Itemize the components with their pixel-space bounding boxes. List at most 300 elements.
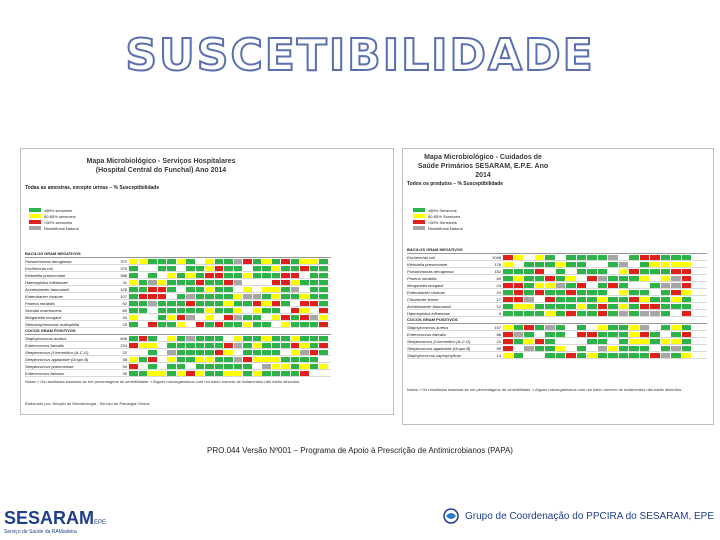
- susceptibility-cell: [234, 287, 244, 292]
- susceptibility-cell: [234, 259, 244, 264]
- susceptibility-cell: [177, 259, 187, 264]
- susceptibility-cell: [661, 353, 672, 358]
- susceptibility-cell: [524, 353, 535, 358]
- susceptibility-cell: [619, 346, 630, 351]
- susceptibility-cell: [224, 364, 234, 369]
- susceptibility-cell: [310, 280, 320, 285]
- organism-name: Streptococcus β-hemolítico (A-C-G): [25, 349, 89, 355]
- antibiotic-column-header: [690, 189, 701, 243]
- susceptibility-cell: [291, 259, 301, 264]
- primary-care-legend: [413, 207, 463, 231]
- susceptibility-cell: [177, 350, 187, 355]
- susceptibility-cell: [196, 315, 206, 320]
- susceptibility-cell: [300, 308, 310, 313]
- susceptibility-cell: [566, 297, 577, 302]
- susceptibility-cell: [253, 343, 263, 348]
- ppcira-group-credit: [443, 508, 714, 524]
- susceptibility-cell: [619, 297, 630, 302]
- susceptibility-cell: [177, 315, 187, 320]
- organism-name: Acinetobacter baumannii: [25, 286, 70, 292]
- susceptibility-cell: [196, 364, 206, 369]
- susceptibility-cell: [319, 280, 329, 285]
- susceptibility-cell: [272, 301, 282, 306]
- susceptibility-cell: [177, 371, 187, 376]
- susceptibility-cell: [281, 315, 291, 320]
- susceptibility-cell: [629, 283, 640, 288]
- susceptibility-cell: [139, 315, 149, 320]
- susceptibility-cell: [262, 350, 272, 355]
- susceptibility-cell: [205, 266, 215, 271]
- legend-swatch: [413, 220, 425, 224]
- susceptibility-cell: [640, 283, 651, 288]
- susceptibility-cell: [556, 297, 567, 302]
- susceptibility-cell: [598, 346, 609, 351]
- susceptibility-cell: [253, 294, 263, 299]
- susceptibility-cell: [186, 259, 196, 264]
- susceptibility-cell: [319, 350, 329, 355]
- susceptibility-cell: [129, 301, 139, 306]
- susceptibility-cell: [167, 273, 177, 278]
- susceptibility-cell: [319, 301, 329, 306]
- legend-label: <50% sensíveis: [44, 219, 73, 225]
- susceptibility-cell: [629, 325, 640, 330]
- organism-row: [407, 296, 707, 303]
- susceptibility-cell: [503, 332, 514, 337]
- susceptibility-cell: [224, 301, 234, 306]
- susceptibility-cell: [262, 259, 272, 264]
- susceptibility-cell: [524, 290, 535, 295]
- susceptibility-cell: [234, 364, 244, 369]
- susceptibility-cell: [524, 339, 535, 344]
- susceptibility-cell: [566, 290, 577, 295]
- susceptibility-cell: [196, 273, 206, 278]
- susceptibility-cell: [205, 322, 215, 327]
- susceptibility-cell: [629, 297, 640, 302]
- susceptibility-cell: [535, 346, 546, 351]
- susceptibility-cell: [587, 311, 598, 316]
- susceptibility-cell: [640, 332, 651, 337]
- susceptibility-cell: [167, 322, 177, 327]
- susceptibility-cell: [262, 336, 272, 341]
- susceptibility-cell: [650, 311, 661, 316]
- susceptibility-cell: [640, 255, 651, 260]
- organism-row: [25, 279, 331, 286]
- susceptibility-cell: [215, 266, 225, 271]
- susceptibility-cell: [262, 371, 272, 376]
- susceptibility-cell: [682, 276, 693, 281]
- susceptibility-cell: [556, 353, 567, 358]
- susceptibility-cell: [682, 297, 693, 302]
- susceptibility-cell: [291, 357, 301, 362]
- susceptibility-cell: [535, 297, 546, 302]
- susceptibility-cell: [661, 276, 672, 281]
- susceptibility-cell: [524, 276, 535, 281]
- susceptibility-cell: [148, 273, 158, 278]
- susceptibility-cell: [262, 308, 272, 313]
- organism-row: [407, 289, 707, 296]
- organism-name: Pseudomonas aeruginosa: [25, 258, 72, 264]
- susceptibility-cell: [300, 371, 310, 376]
- susceptibility-cell: [196, 343, 206, 348]
- susceptibility-cell: [535, 290, 546, 295]
- susceptibility-cell: [253, 280, 263, 285]
- susceptibility-cell: [556, 339, 567, 344]
- susceptibility-cell: [186, 336, 196, 341]
- susceptibility-cell: [167, 280, 177, 285]
- susceptibility-cell: [566, 276, 577, 281]
- isolate-count: 375: [120, 265, 127, 271]
- susceptibility-cell: [598, 269, 609, 274]
- susceptibility-cell: [650, 283, 661, 288]
- susceptibility-cell: [545, 339, 556, 344]
- susceptibility-cell: [177, 273, 187, 278]
- organism-name: Escherichia coli: [25, 265, 53, 271]
- susceptibility-cell: [167, 350, 177, 355]
- susceptibility-cell: [319, 336, 329, 341]
- antibiotic-column-header: [569, 189, 580, 243]
- susceptibility-cell: [608, 304, 619, 309]
- antibiotic-column-header: [302, 193, 312, 247]
- susceptibility-cell: [566, 325, 577, 330]
- susceptibility-cell: [186, 371, 196, 376]
- susceptibility-cell: [205, 287, 215, 292]
- susceptibility-cell: [566, 346, 577, 351]
- susceptibility-cell: [545, 255, 556, 260]
- susceptibility-cell: [682, 346, 693, 351]
- susceptibility-cell: [319, 294, 329, 299]
- antibiotic-column-header: [245, 193, 255, 247]
- susceptibility-cell: [566, 283, 577, 288]
- susceptibility-cell: [319, 287, 329, 292]
- susceptibility-cell: [224, 280, 234, 285]
- susceptibility-cell: [205, 350, 215, 355]
- susceptibility-cell: [640, 346, 651, 351]
- susceptibility-cell: [253, 315, 263, 320]
- susceptibility-cell: [524, 297, 535, 302]
- susceptibility-cell: [319, 266, 329, 271]
- susceptibility-cell: [234, 273, 244, 278]
- susceptibility-cell: [148, 315, 158, 320]
- grid-section-header: COCOS GRAM POSITIVOS: [25, 328, 331, 335]
- susceptibility-cell: [514, 346, 525, 351]
- susceptibility-cell: [619, 269, 630, 274]
- susceptibility-cell: [514, 262, 525, 267]
- susceptibility-cell: [129, 322, 139, 327]
- susceptibility-cell: [167, 266, 177, 271]
- hospital-legend: [29, 207, 79, 231]
- susceptibility-cell: [319, 315, 329, 320]
- susceptibility-cell: [556, 269, 567, 274]
- susceptibility-cell: [524, 325, 535, 330]
- susceptibility-cell: [598, 283, 609, 288]
- susceptibility-cell: [167, 308, 177, 313]
- logo-suffix: EPE: [94, 520, 107, 526]
- organism-name: Pseudomonas aeruginosa: [407, 268, 454, 274]
- susceptibility-cell: [281, 371, 291, 376]
- organism-row: [25, 265, 331, 272]
- susceptibility-cell: [177, 280, 187, 285]
- susceptibility-cell: [129, 287, 139, 292]
- susceptibility-cell: [661, 332, 672, 337]
- susceptibility-cell: [291, 280, 301, 285]
- susceptibility-cell: [224, 315, 234, 320]
- isolate-count: 17: [496, 296, 501, 302]
- susceptibility-cell: [310, 308, 320, 313]
- susceptibility-cell: [598, 332, 609, 337]
- susceptibility-cell: [650, 325, 661, 330]
- susceptibility-cell: [234, 301, 244, 306]
- susceptibility-cell: [148, 301, 158, 306]
- susceptibility-cell: [535, 353, 546, 358]
- susceptibility-cell: [262, 343, 272, 348]
- susceptibility-cell: [503, 290, 514, 295]
- susceptibility-cell: [608, 311, 619, 316]
- susceptibility-cell: [587, 339, 598, 344]
- susceptibility-cell: [205, 336, 215, 341]
- susceptibility-cell: [535, 304, 546, 309]
- susceptibility-cell: [608, 325, 619, 330]
- susceptibility-cell: [608, 297, 619, 302]
- susceptibility-cell: [310, 266, 320, 271]
- isolate-count: 372: [120, 258, 127, 264]
- susceptibility-cell: [129, 350, 139, 355]
- susceptibility-cell: [205, 315, 215, 320]
- logo-name: SESARAM: [4, 508, 95, 528]
- susceptibility-cell: [186, 343, 196, 348]
- susceptibility-cell: [139, 308, 149, 313]
- organism-name: Serratia marcescens: [25, 307, 62, 313]
- susceptibility-cell: [148, 336, 158, 341]
- susceptibility-cell: [291, 343, 301, 348]
- susceptibility-cell: [556, 325, 567, 330]
- susceptibility-cell: [148, 259, 158, 264]
- susceptibility-cell: [671, 283, 682, 288]
- susceptibility-cell: [186, 315, 196, 320]
- susceptibility-cell: [587, 346, 598, 351]
- susceptibility-cell: [196, 259, 206, 264]
- susceptibility-cell: [129, 308, 139, 313]
- susceptibility-cell: [514, 339, 525, 344]
- susceptibility-cell: [619, 255, 630, 260]
- susceptibility-cell: [682, 304, 693, 309]
- susceptibility-cell: [682, 262, 693, 267]
- susceptibility-cell: [650, 353, 661, 358]
- susceptibility-cell: [556, 290, 567, 295]
- susceptibility-cell: [224, 357, 234, 362]
- susceptibility-cell: [650, 297, 661, 302]
- susceptibility-cell: [262, 322, 272, 327]
- susceptibility-cell: [272, 308, 282, 313]
- organism-row: [25, 314, 331, 321]
- susceptibility-cell: [300, 273, 310, 278]
- susceptibility-cell: [319, 364, 329, 369]
- isolate-count: 92: [122, 300, 127, 306]
- susceptibility-cell: [319, 273, 329, 278]
- susceptibility-cell: [619, 311, 630, 316]
- susceptibility-cell: [281, 343, 291, 348]
- susceptibility-cell: [503, 353, 514, 358]
- legend-label: 50-85% sensíveis: [44, 213, 76, 219]
- susceptibility-cell: [629, 255, 640, 260]
- organism-row: [25, 300, 331, 307]
- susceptibility-cell: [243, 336, 253, 341]
- susceptibility-cell: [205, 301, 215, 306]
- susceptibility-cell: [158, 357, 168, 362]
- organism-row: [25, 286, 331, 293]
- antibiotic-column-header: [150, 193, 160, 247]
- antibiotic-column-header: [558, 189, 569, 243]
- isolate-count: 157: [494, 324, 501, 330]
- susceptibility-cell: [158, 364, 168, 369]
- susceptibility-cell: [196, 336, 206, 341]
- susceptibility-cell: [234, 343, 244, 348]
- legend-swatch: [29, 208, 41, 212]
- susceptibility-cell: [535, 255, 546, 260]
- susceptibility-cell: [281, 336, 291, 341]
- susceptibility-cell: [167, 364, 177, 369]
- susceptibility-cell: [503, 346, 514, 351]
- susceptibility-cell: [640, 325, 651, 330]
- isolate-count: 12: [496, 303, 501, 309]
- isolate-count: 68: [496, 331, 501, 337]
- susceptibility-cell: [129, 273, 139, 278]
- susceptibility-cell: [158, 266, 168, 271]
- susceptibility-cell: [556, 255, 567, 260]
- susceptibility-cell: [291, 301, 301, 306]
- susceptibility-cell: [682, 283, 693, 288]
- organism-row: [25, 293, 331, 300]
- susceptibility-cell: [253, 371, 263, 376]
- susceptibility-cell: [148, 371, 158, 376]
- susceptibility-cell: [503, 283, 514, 288]
- susceptibility-cell: [215, 350, 225, 355]
- susceptibility-cell: [196, 350, 206, 355]
- susceptibility-cell: [545, 290, 556, 295]
- susceptibility-cell: [186, 294, 196, 299]
- footer-document-reference: PRO.044 Versão Nº001 – Programa de Apoio à Prescrição de Antimicrobianos (PAPA): [207, 446, 513, 455]
- susceptibility-cell: [661, 255, 672, 260]
- susceptibility-cell: [661, 297, 672, 302]
- susceptibility-cell: [545, 325, 556, 330]
- susceptibility-cell: [619, 332, 630, 337]
- organism-row: [407, 261, 707, 268]
- antibiotic-column-header: [226, 193, 236, 247]
- susceptibility-cell: [577, 262, 588, 267]
- susceptibility-cell: [139, 322, 149, 327]
- susceptibility-cell: [253, 336, 263, 341]
- organism-row: [407, 303, 707, 310]
- isolate-count: 176: [494, 261, 501, 267]
- susceptibility-cell: [139, 343, 149, 348]
- isolate-count: 107: [120, 293, 127, 299]
- susceptibility-cell: [291, 266, 301, 271]
- hospital-map-title: Mapa Microbiológico - Serviços Hospitalares (Hospital Central do Funchal) Ano 2014: [86, 158, 236, 174]
- organism-name: Citrobacter koseri: [407, 296, 439, 302]
- susceptibility-cell: [186, 308, 196, 313]
- organism-name: Escherichia coli: [407, 254, 435, 260]
- susceptibility-cell: [608, 255, 619, 260]
- susceptibility-cell: [556, 283, 567, 288]
- susceptibility-cell: [167, 294, 177, 299]
- susceptibility-cell: [503, 304, 514, 309]
- susceptibility-cell: [524, 269, 535, 274]
- susceptibility-cell: [167, 259, 177, 264]
- susceptibility-cell: [577, 346, 588, 351]
- susceptibility-cell: [524, 262, 535, 267]
- susceptibility-cell: [253, 273, 263, 278]
- susceptibility-cell: [310, 343, 320, 348]
- susceptibility-cell: [310, 301, 320, 306]
- susceptibility-cell: [158, 308, 168, 313]
- legend-swatch: [413, 226, 425, 230]
- susceptibility-cell: [619, 276, 630, 281]
- susceptibility-cell: [234, 322, 244, 327]
- susceptibility-cell: [640, 276, 651, 281]
- susceptibility-cell: [291, 350, 301, 355]
- susceptibility-cell: [224, 371, 234, 376]
- susceptibility-cell: [310, 287, 320, 292]
- organism-row: [407, 275, 707, 282]
- susceptibility-cell: [566, 339, 577, 344]
- susceptibility-cell: [281, 322, 291, 327]
- susceptibility-cell: [205, 259, 215, 264]
- susceptibility-cell: [545, 269, 556, 274]
- susceptibility-cell: [139, 364, 149, 369]
- susceptibility-cell: [281, 259, 291, 264]
- susceptibility-cell: [503, 311, 514, 316]
- susceptibility-cell: [215, 273, 225, 278]
- antibiotic-column-header: [160, 193, 170, 247]
- antibiotic-column-header: [217, 193, 227, 247]
- susceptibility-cell: [148, 357, 158, 362]
- susceptibility-cell: [514, 304, 525, 309]
- organism-row: [407, 268, 707, 275]
- isolate-count: 1046: [492, 254, 501, 260]
- susceptibility-cell: [243, 266, 253, 271]
- organism-row: [407, 324, 707, 331]
- organism-name: Stenotrophomonas maltophilia: [25, 321, 80, 327]
- hospital-credit: Elaborado por: Secção de Microbiologia - Serviço de Patologia Clínica: [25, 401, 150, 406]
- susceptibility-cell: [640, 353, 651, 358]
- susceptibility-cell: [262, 287, 272, 292]
- susceptibility-cell: [196, 301, 206, 306]
- susceptibility-cell: [671, 325, 682, 330]
- susceptibility-cell: [535, 269, 546, 274]
- susceptibility-cell: [243, 280, 253, 285]
- susceptibility-cell: [545, 353, 556, 358]
- susceptibility-cell: [598, 304, 609, 309]
- isolate-count: 34: [122, 363, 127, 369]
- susceptibility-cell: [272, 336, 282, 341]
- susceptibility-cell: [243, 315, 253, 320]
- legend-swatch: [29, 214, 41, 218]
- susceptibility-cell: [514, 269, 525, 274]
- susceptibility-cell: [587, 304, 598, 309]
- legend-swatch: [413, 208, 425, 212]
- susceptibility-cell: [262, 294, 272, 299]
- isolate-count: 128: [120, 286, 127, 292]
- isolate-count: 388: [120, 272, 127, 278]
- susceptibility-cell: [587, 276, 598, 281]
- susceptibility-cell: [629, 339, 640, 344]
- susceptibility-cell: [129, 336, 139, 341]
- susceptibility-cell: [139, 371, 149, 376]
- susceptibility-cell: [158, 280, 168, 285]
- susceptibility-cell: [310, 273, 320, 278]
- susceptibility-cell: [272, 322, 282, 327]
- susceptibility-cell: [661, 283, 672, 288]
- susceptibility-cell: [587, 283, 598, 288]
